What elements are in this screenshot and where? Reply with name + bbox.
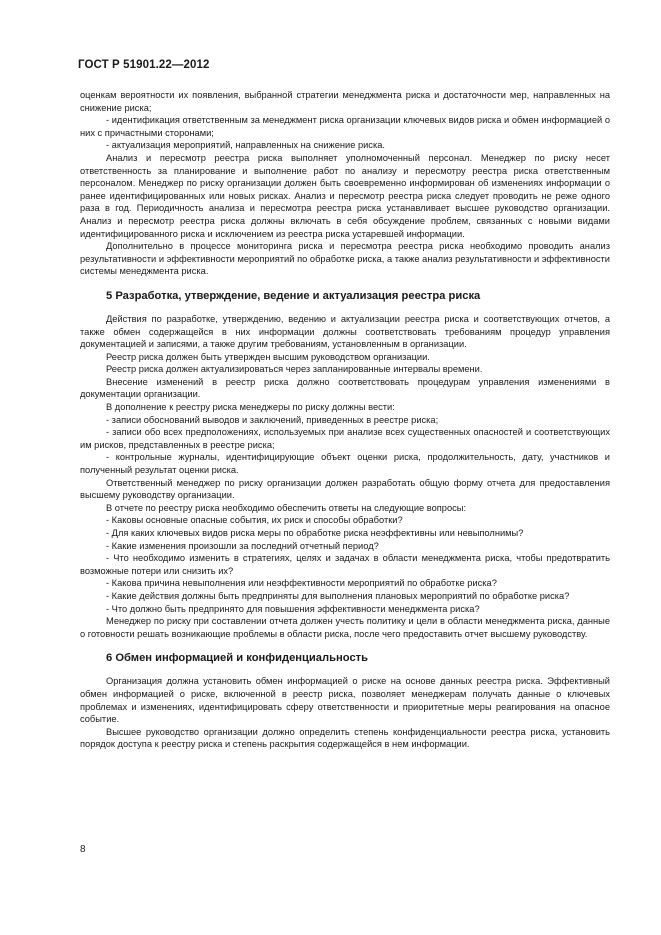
paragraph: Ответственный менеджер по риску организации должен разработать общую форму отчета для предоставления высшему руководству организации. bbox=[80, 477, 610, 501]
list-item: - Что должно быть предпринято для повышения эффективности менеджмента риска? bbox=[106, 603, 480, 614]
page-number: 8 bbox=[80, 844, 86, 855]
list-item: - Что необходимо изменить в стратегиях, целях и задачах в области менеджмента риска, чтобы предотвратить возможные потери или снизить их? bbox=[80, 553, 610, 576]
paragraph: Менеджер по риску при составлении отчета должен учесть политику и цели в области менеджмента риска, данные о готовности решать возникающие проблемы в области риска, после чего предоставить отчет высшему руководству. bbox=[80, 616, 610, 639]
list-item: - Какие действия должны быть предприняты для выполнения плановых мероприятий по обработке риска? bbox=[106, 590, 570, 601]
list-item: - Какие изменения произошли за последний отчетный период? bbox=[106, 540, 379, 551]
paragraph: Внесение изменений в реестр риска должно соответствовать процедурам управления изменениями в документации организации. bbox=[80, 376, 610, 400]
paragraph: Действия по разработке, утверждению, ведению и актуализации реестра риска и соответствующих отчетов, а также обмен содержащейся в них информации должны соответствовать требованиям процедур управления документацией и записями, а также другим требованиям, установленным в организации. bbox=[80, 313, 610, 350]
list-item: - Какова причина невыполнения или неэффективности мероприятий по обработке риска? bbox=[106, 578, 497, 589]
list-item: - идентификация ответственным за менеджмент риска организации ключевых видов риска и обмен информацией о них с причастными сторонами; bbox=[80, 115, 610, 138]
list-item: - записи обоснований выводов и заключений, приведенных в реестре риска; bbox=[106, 414, 439, 425]
paragraph: Высшее руководство организации должно определить степень конфиденциальности реестра риска, установить порядок доступа к реестру риска и степень раскрытия содержащейся в нем информации. bbox=[80, 726, 610, 750]
list-item: - Для каких ключевых видов риска меры по обработке риска неэффективны или невыполнимы? bbox=[106, 528, 524, 538]
paragraph: Реестр риска должен актуализироваться через запланированные интервалы времени. bbox=[106, 364, 483, 375]
paragraph: В дополнение к реестру риска менеджеры по риску должны вести: bbox=[106, 402, 395, 413]
paragraph: оценкам вероятности их появления, выбранной стратегии менеджмента риска и достаточности мер, направленных на снижение риска; bbox=[80, 90, 610, 113]
section-5-heading: 5 Разработка, утверждение, ведение и актуализация реестра риска bbox=[106, 289, 481, 302]
list-item: - контрольные журналы, идентифицирующие объект оценки риска, продолжительность, дату, участников и полученный результат оценки риска. bbox=[80, 452, 610, 476]
paragraph: Дополнительно в процессе мониторинга риска и пересмотра реестра риска необходимо проводить анализ результативности и эффективности мероприятий по обработке риска, а также анализ результативности и эффективности системы менеджмента риска. bbox=[80, 241, 610, 277]
paragraph: Анализ и пересмотр реестра риска выполняет уполномоченный персонал. Менеджер по риску несет ответственность за планирование и выполнение работ по анализу и пересмотру реестра риска ответственным персоналом. Менеджер по риску организации должен быть своевременно информирован об изменениях информации о ранее идентифицированных или новых рисках. Анализ и пересмотр реестра риска следует проводить не реже одного раза в год. Периодичность анализа и пересмотра реестра риска устанавливает высшее руководство организации. Анализ и пересмотр реестра риска должны включать в себя обсуждение проблем, связанных с новыми видами идентифицированного риска и исключением из реестра риска устаревшей информации. bbox=[80, 152, 610, 239]
list-item: - записи обо всех предположениях, используемых при анализе всех существенных опасностей и соответствующих им рисков, представленных в реестре риска; bbox=[80, 427, 610, 450]
paragraph: В отчете по реестру риска необходимо обеспечить ответы на следующие вопросы: bbox=[106, 502, 467, 513]
paragraph: Реестр риска должен быть утвержден высшим руководством организации. bbox=[106, 351, 430, 362]
page-content bbox=[80, 89, 610, 751]
list-item: - актуализация мероприятий, направленных на снижение риска. bbox=[106, 140, 385, 151]
paragraph: Организация должна установить обмен информацией о риске на основе данных реестра риска. Эффективный обмен информацией о риске, включенной в реестр риска, позволяет менеджерам получать данные о ключевых проблемах и изменениях, идентифицировать сферу ответственности и приоритетные меры реагирования на опасное событие. bbox=[80, 676, 610, 725]
standard-code-header: ГОСТ Р 51901.22—2012 bbox=[78, 59, 210, 71]
section-6-heading: 6 Обмен информацией и конфиденциальность bbox=[106, 652, 369, 665]
list-item: - Каковы основные опасные события, их риск и способы обработки? bbox=[106, 515, 403, 526]
